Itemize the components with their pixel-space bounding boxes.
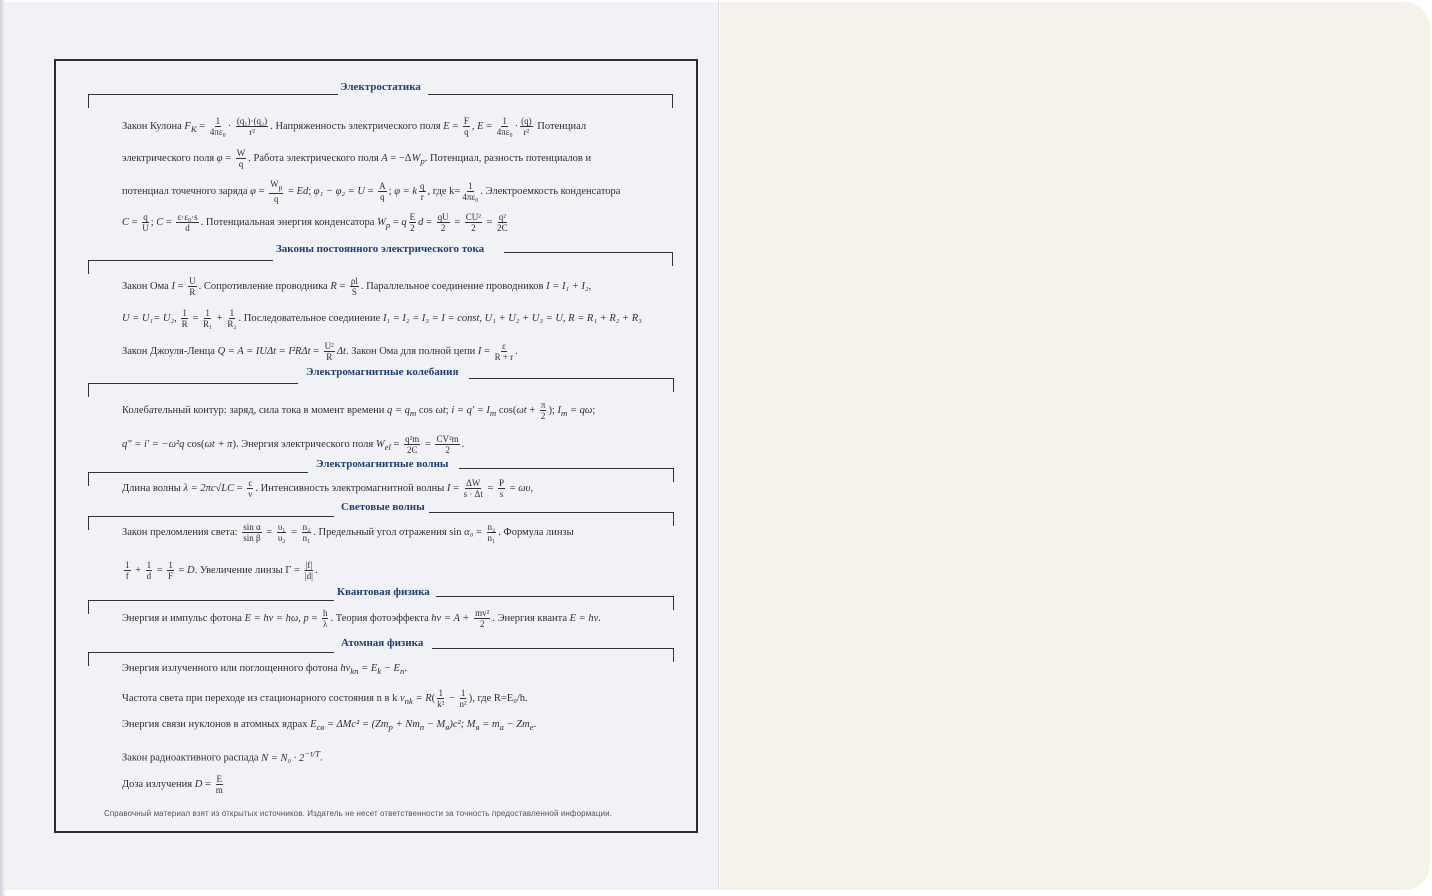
section-rule <box>428 94 673 95</box>
section-tick <box>673 468 674 482</box>
formula-line: Закон Ома I = $\frac{U}{R}$ . Сопротивление проводника R = $\frac{\rho l}{S}$ . Параллельное соединение проводников I = I₁ + I₂, <box>122 276 592 297</box>
formula-line: $\frac{1}{f}$ + $\frac{1}{d}$ = $\frac{1}{F}$ = D. Увеличение линзы Γ = $\frac{|f|}{|d|}$ . <box>125 560 318 581</box>
section-title-atomic: Атомная физика <box>341 637 424 649</box>
section-tick <box>673 378 674 392</box>
section-tick <box>673 648 674 662</box>
section-rule <box>88 472 308 473</box>
formula-line: Закон Кулона $F_K$ = $\frac{1}{\text{4πε₀}}$ · $\frac{\text{(q₁)·(q₂)}}{\text{r²}}$ . Напряженность электрического поля E = $\frac{F}{q}$ , E = $\frac{1}{\text{4πε₀}}$ · $\frac{(q)}{\text{r²}}$ Потенциал <box>122 116 587 137</box>
section-title-light-waves: Световые волны <box>341 501 425 513</box>
section-tick <box>672 94 673 108</box>
formula-line: электрического поля φ = $\frac{W}{q}$ . Работа электрического поля $A = -\Delta W_p$. Потенциал, разность потенциалов и <box>122 148 592 169</box>
section-rule <box>88 516 334 517</box>
section-rule <box>469 378 674 379</box>
section-tick <box>673 512 674 526</box>
section-title-dc: Законы постоянного электрического тока <box>276 243 485 255</box>
section-title-electrostatics: Электростатика <box>340 81 421 93</box>
section-rule <box>88 600 334 601</box>
formula-line: Доза излучения D = $\frac{E}{m}$ <box>122 774 223 795</box>
section-rule <box>88 94 338 95</box>
section-tick <box>88 652 89 666</box>
left-page <box>4 2 719 890</box>
section-tick <box>88 516 89 530</box>
section-rule <box>88 260 273 261</box>
formula-line: Закон Джоуля-Ленца Q = A = IUΔt = I²RΔt = $\frac{\text{U²}}{R}$ Δt. Закон Ома для полной цепи I = $\frac{\varepsilon}{R + r}$ . <box>122 341 518 362</box>
formula-line: Энергия излученного или поглощенного фотона $h\nu_{kn} = E_k - E_n$. <box>122 663 407 677</box>
formula-line: q" = i' = −ω²q cos(ωt + π). Энергия электрического поля $W_{el}$ = $\frac{\text{q²m}}{2C}$ = $\frac{\text{CV²m}}{2}$ . <box>122 434 465 455</box>
section-rule <box>459 468 674 469</box>
formula-line: Энергия и импульс фотона E = hν = hω, p = $\frac{h}{\lambda}$ . Теория фотоэффекта hν = A + $\frac{\text{mv²}}{2}$ . Энергия кванта E = hν. <box>122 608 601 629</box>
section-rule <box>432 648 674 649</box>
formula-line: потенциал точечного заряда φ = $\frac{W_p}{q}$ = Ed; φ₁ − φ₂ = U = $\frac{A}{q}$ ; φ = k $\frac{q}{r}$ , где k= $\frac{1}{\text{4πε₀}}$ . Электроемкость конденсатора <box>122 179 621 204</box>
section-tick <box>88 600 89 614</box>
section-rule <box>504 252 672 253</box>
formula-line: Длина волны λ = 2πc√LC = $\frac{c}{\nu}$ . Интенсивность электромагнитной волны I = $\frac{\Delta W}{s \cdot \Delta t}$ = $\frac{P}{s}$ = ωυ, <box>122 478 534 499</box>
section-tick <box>672 252 673 266</box>
formula-line: Частота света при переходе из стационарного состояния n в k $\nu_{nk} = R$( $\frac{1}{\text{k²}}$ − $\frac{1}{\text{n²}}$ ), где R=E₀/h. <box>122 688 528 709</box>
section-title-em-waves: Электромагнитные волны <box>316 458 449 470</box>
section-tick <box>88 472 89 486</box>
formula-line: C = $\frac{q}{U}$ ; C = $\frac{\text{ε·ε₀·s}}{d}$ . Потенциальная энергия конденсатора $W_p = q$ $\frac{E}{2}$ d = $\frac{qU}{2}$ = $\frac{\text{CU²}}{2}$ = $\frac{\text{q²}}{2C}$ <box>122 212 508 233</box>
formula-line: Закон радиоактивного распада $N = N_0 \cdot 2^{-t/T}$. <box>122 748 323 764</box>
section-tick <box>88 260 89 274</box>
section-tick <box>88 383 89 397</box>
disclaimer-note: Справочный материал взят из открытых источников. Издатель не несет ответственности за точность предоставленной информации. <box>104 809 612 818</box>
formula-line: Закон преломления света: $\frac{\text{sin α}}{\text{sin β}}$ = $\frac{\text{υ₁}}{\text{υ₂}}$ = $\frac{\text{n₂}}{\text{n₁}}$ . Предельный угол отражения sin α₀ = $\frac{\text{n₂}}{\text{n₁}}$ . Формула линзы <box>122 522 574 543</box>
section-title-em-oscillations: Электромагнитные колебания <box>306 366 459 378</box>
section-rule <box>88 652 334 653</box>
section-rule <box>88 383 298 384</box>
section-title-quantum: Квантовая физика <box>337 586 430 598</box>
right-page-blank <box>720 2 1430 890</box>
section-tick <box>88 94 89 108</box>
formula-line: Колебательный контур: заряд, сила тока в момент времени $q = q_m$ cos ωt; $i = q' = I_m$ cos(ωt + $\frac{\pi}{2}$ ); $I_m = q\omega$; <box>122 400 596 421</box>
section-rule <box>436 596 674 597</box>
formula-line: U = U₁= U₂, $\frac{1}{R}$ = $\frac{1}{\text{R₁}}$ + $\frac{1}{\text{R₂}}$ . Последовательное соединение I₁ = I₂ = I₃ = I = const, U₁ + U₂ + U₃ = U, R = R₁ + R₂ + R₃ <box>122 308 642 329</box>
section-tick <box>673 596 674 610</box>
section-rule <box>429 512 674 513</box>
formula-line: Энергия связи нуклонов в атомных ядрах $E_{св} = \Delta Mc^2 = (Zm_p + Nm_n - M_я)c^2$; $M_я = m_a - Zm_e$. <box>122 719 537 733</box>
